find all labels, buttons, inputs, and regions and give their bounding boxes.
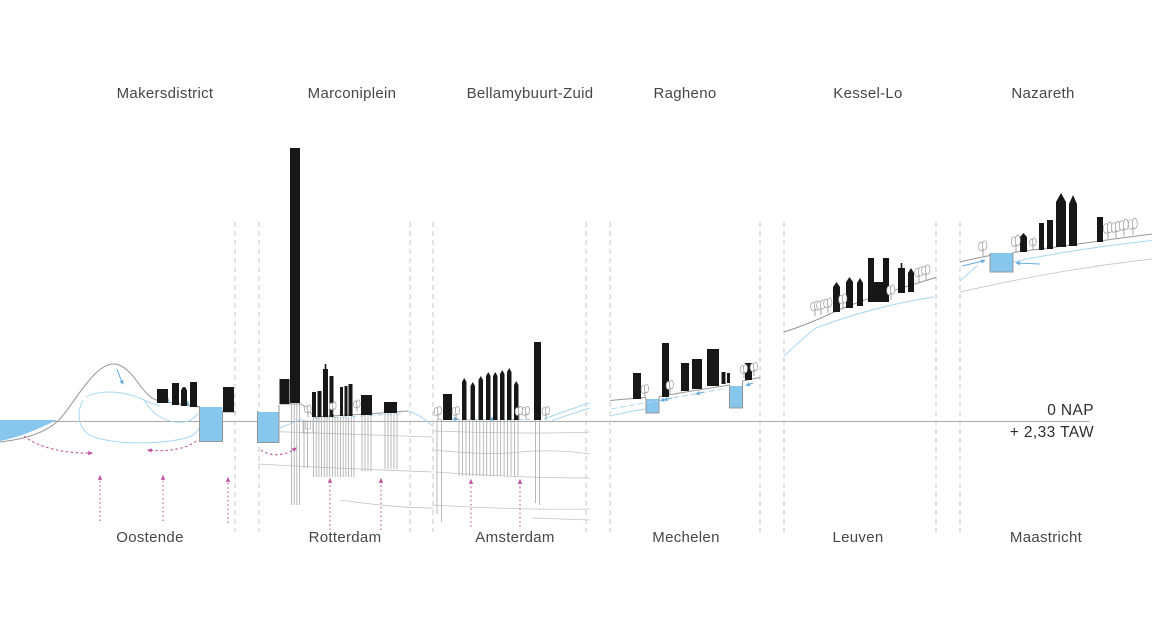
tree-icon bbox=[982, 241, 987, 250]
building bbox=[898, 268, 905, 293]
building bbox=[290, 148, 300, 403]
datum-label-nap: 0 NAP bbox=[1047, 402, 1094, 419]
water-basin bbox=[200, 407, 223, 441]
building bbox=[479, 376, 484, 420]
seepage-curve-arrow bbox=[261, 448, 296, 455]
water-flow-arrow bbox=[117, 369, 123, 384]
tree-icon bbox=[842, 294, 847, 303]
soil-layer-line bbox=[434, 505, 590, 509]
building bbox=[471, 382, 476, 420]
district-label-kessel-lo: Kessel-Lo bbox=[833, 85, 903, 102]
building bbox=[681, 363, 689, 391]
water-basin bbox=[730, 386, 743, 408]
building bbox=[323, 369, 328, 417]
building bbox=[223, 387, 234, 412]
building bbox=[157, 389, 168, 403]
tree-icon bbox=[455, 406, 459, 414]
tree-icon bbox=[1123, 219, 1128, 229]
building bbox=[1069, 195, 1077, 246]
tree-icon bbox=[925, 265, 930, 274]
groundwater-line bbox=[960, 266, 977, 281]
water-flow-arrow bbox=[962, 261, 985, 267]
seepage-curve-arrow bbox=[24, 436, 92, 453]
groundwater-line bbox=[280, 419, 302, 428]
water-flow-arrow bbox=[661, 400, 668, 401]
building-u-shape bbox=[868, 258, 889, 302]
building bbox=[340, 387, 343, 416]
groundwater-line bbox=[86, 392, 160, 406]
tree-icon bbox=[545, 406, 549, 414]
groundwater-line bbox=[408, 411, 433, 426]
tree-icon bbox=[356, 400, 360, 408]
ground-line bbox=[960, 256, 990, 263]
district-label-bellamybuurt-zuid: Bellamybuurt-Zuid bbox=[466, 85, 594, 102]
building bbox=[534, 342, 541, 420]
building bbox=[172, 383, 179, 405]
building bbox=[500, 370, 505, 420]
tree-icon bbox=[1132, 218, 1137, 228]
building bbox=[312, 392, 316, 417]
tree-icon bbox=[1015, 235, 1020, 245]
city-label-oostende: Oostende bbox=[116, 529, 184, 546]
building bbox=[190, 382, 197, 407]
city-label-mechelen: Mechelen bbox=[652, 529, 720, 546]
soil-layer-line bbox=[434, 431, 590, 433]
building bbox=[462, 378, 467, 420]
groundwater-line bbox=[544, 403, 590, 419]
building-dome bbox=[182, 387, 187, 392]
building bbox=[908, 268, 914, 292]
tree-icon bbox=[753, 362, 757, 370]
tree-icon bbox=[743, 364, 747, 372]
building bbox=[493, 372, 498, 420]
building bbox=[1097, 217, 1103, 242]
city-label-rotterdam: Rotterdam bbox=[308, 529, 382, 546]
district-label-nazareth: Nazareth bbox=[1011, 85, 1075, 102]
district-label-marconiplein: Marconiplein bbox=[307, 85, 397, 102]
tree-icon bbox=[437, 406, 441, 414]
water-basin bbox=[990, 253, 1013, 272]
building bbox=[507, 368, 512, 420]
building bbox=[486, 372, 491, 420]
tree-icon bbox=[525, 406, 529, 414]
groundwater-line bbox=[610, 409, 646, 416]
building bbox=[349, 384, 353, 416]
sea-water bbox=[0, 420, 57, 441]
building bbox=[692, 359, 702, 389]
tree-icon bbox=[307, 405, 311, 413]
building bbox=[1020, 233, 1027, 252]
soil-layer-line bbox=[340, 500, 433, 508]
water-basin bbox=[258, 412, 280, 442]
building bbox=[318, 391, 322, 417]
soil-layer-line bbox=[960, 259, 1152, 292]
building bbox=[857, 278, 863, 306]
district-label-ragheno: Ragheno bbox=[653, 85, 717, 102]
building-spire bbox=[325, 364, 327, 370]
tree-icon bbox=[644, 384, 648, 392]
building bbox=[1056, 193, 1066, 247]
building bbox=[384, 402, 397, 413]
building bbox=[722, 372, 726, 384]
building bbox=[707, 349, 719, 386]
tree-icon bbox=[890, 285, 895, 294]
city-label-maastricht: Maastricht bbox=[1009, 529, 1083, 546]
building bbox=[727, 373, 730, 383]
soil-layer-line bbox=[532, 518, 590, 520]
building bbox=[846, 277, 853, 308]
water-flow-arrow bbox=[746, 383, 753, 386]
building bbox=[181, 390, 187, 406]
water-flow-arrow bbox=[1016, 263, 1040, 264]
tree-icon bbox=[1032, 238, 1036, 246]
city-label-amsterdam: Amsterdam bbox=[475, 529, 555, 546]
datum-label-taw: + 2,33 TAW bbox=[1009, 424, 1094, 441]
building bbox=[280, 379, 290, 404]
district-label-makersdistrict: Makersdistrict bbox=[116, 85, 214, 102]
tree-icon bbox=[332, 402, 336, 410]
soil-layer-line bbox=[434, 450, 590, 454]
building bbox=[633, 373, 641, 399]
city-label-leuven: Leuven bbox=[832, 529, 884, 546]
building bbox=[1039, 223, 1044, 250]
tree-icon bbox=[827, 298, 832, 307]
tree-icon bbox=[669, 380, 673, 388]
building bbox=[443, 394, 452, 420]
building-spire bbox=[901, 263, 903, 269]
building bbox=[1047, 220, 1053, 249]
building bbox=[361, 395, 372, 415]
building bbox=[345, 386, 348, 416]
